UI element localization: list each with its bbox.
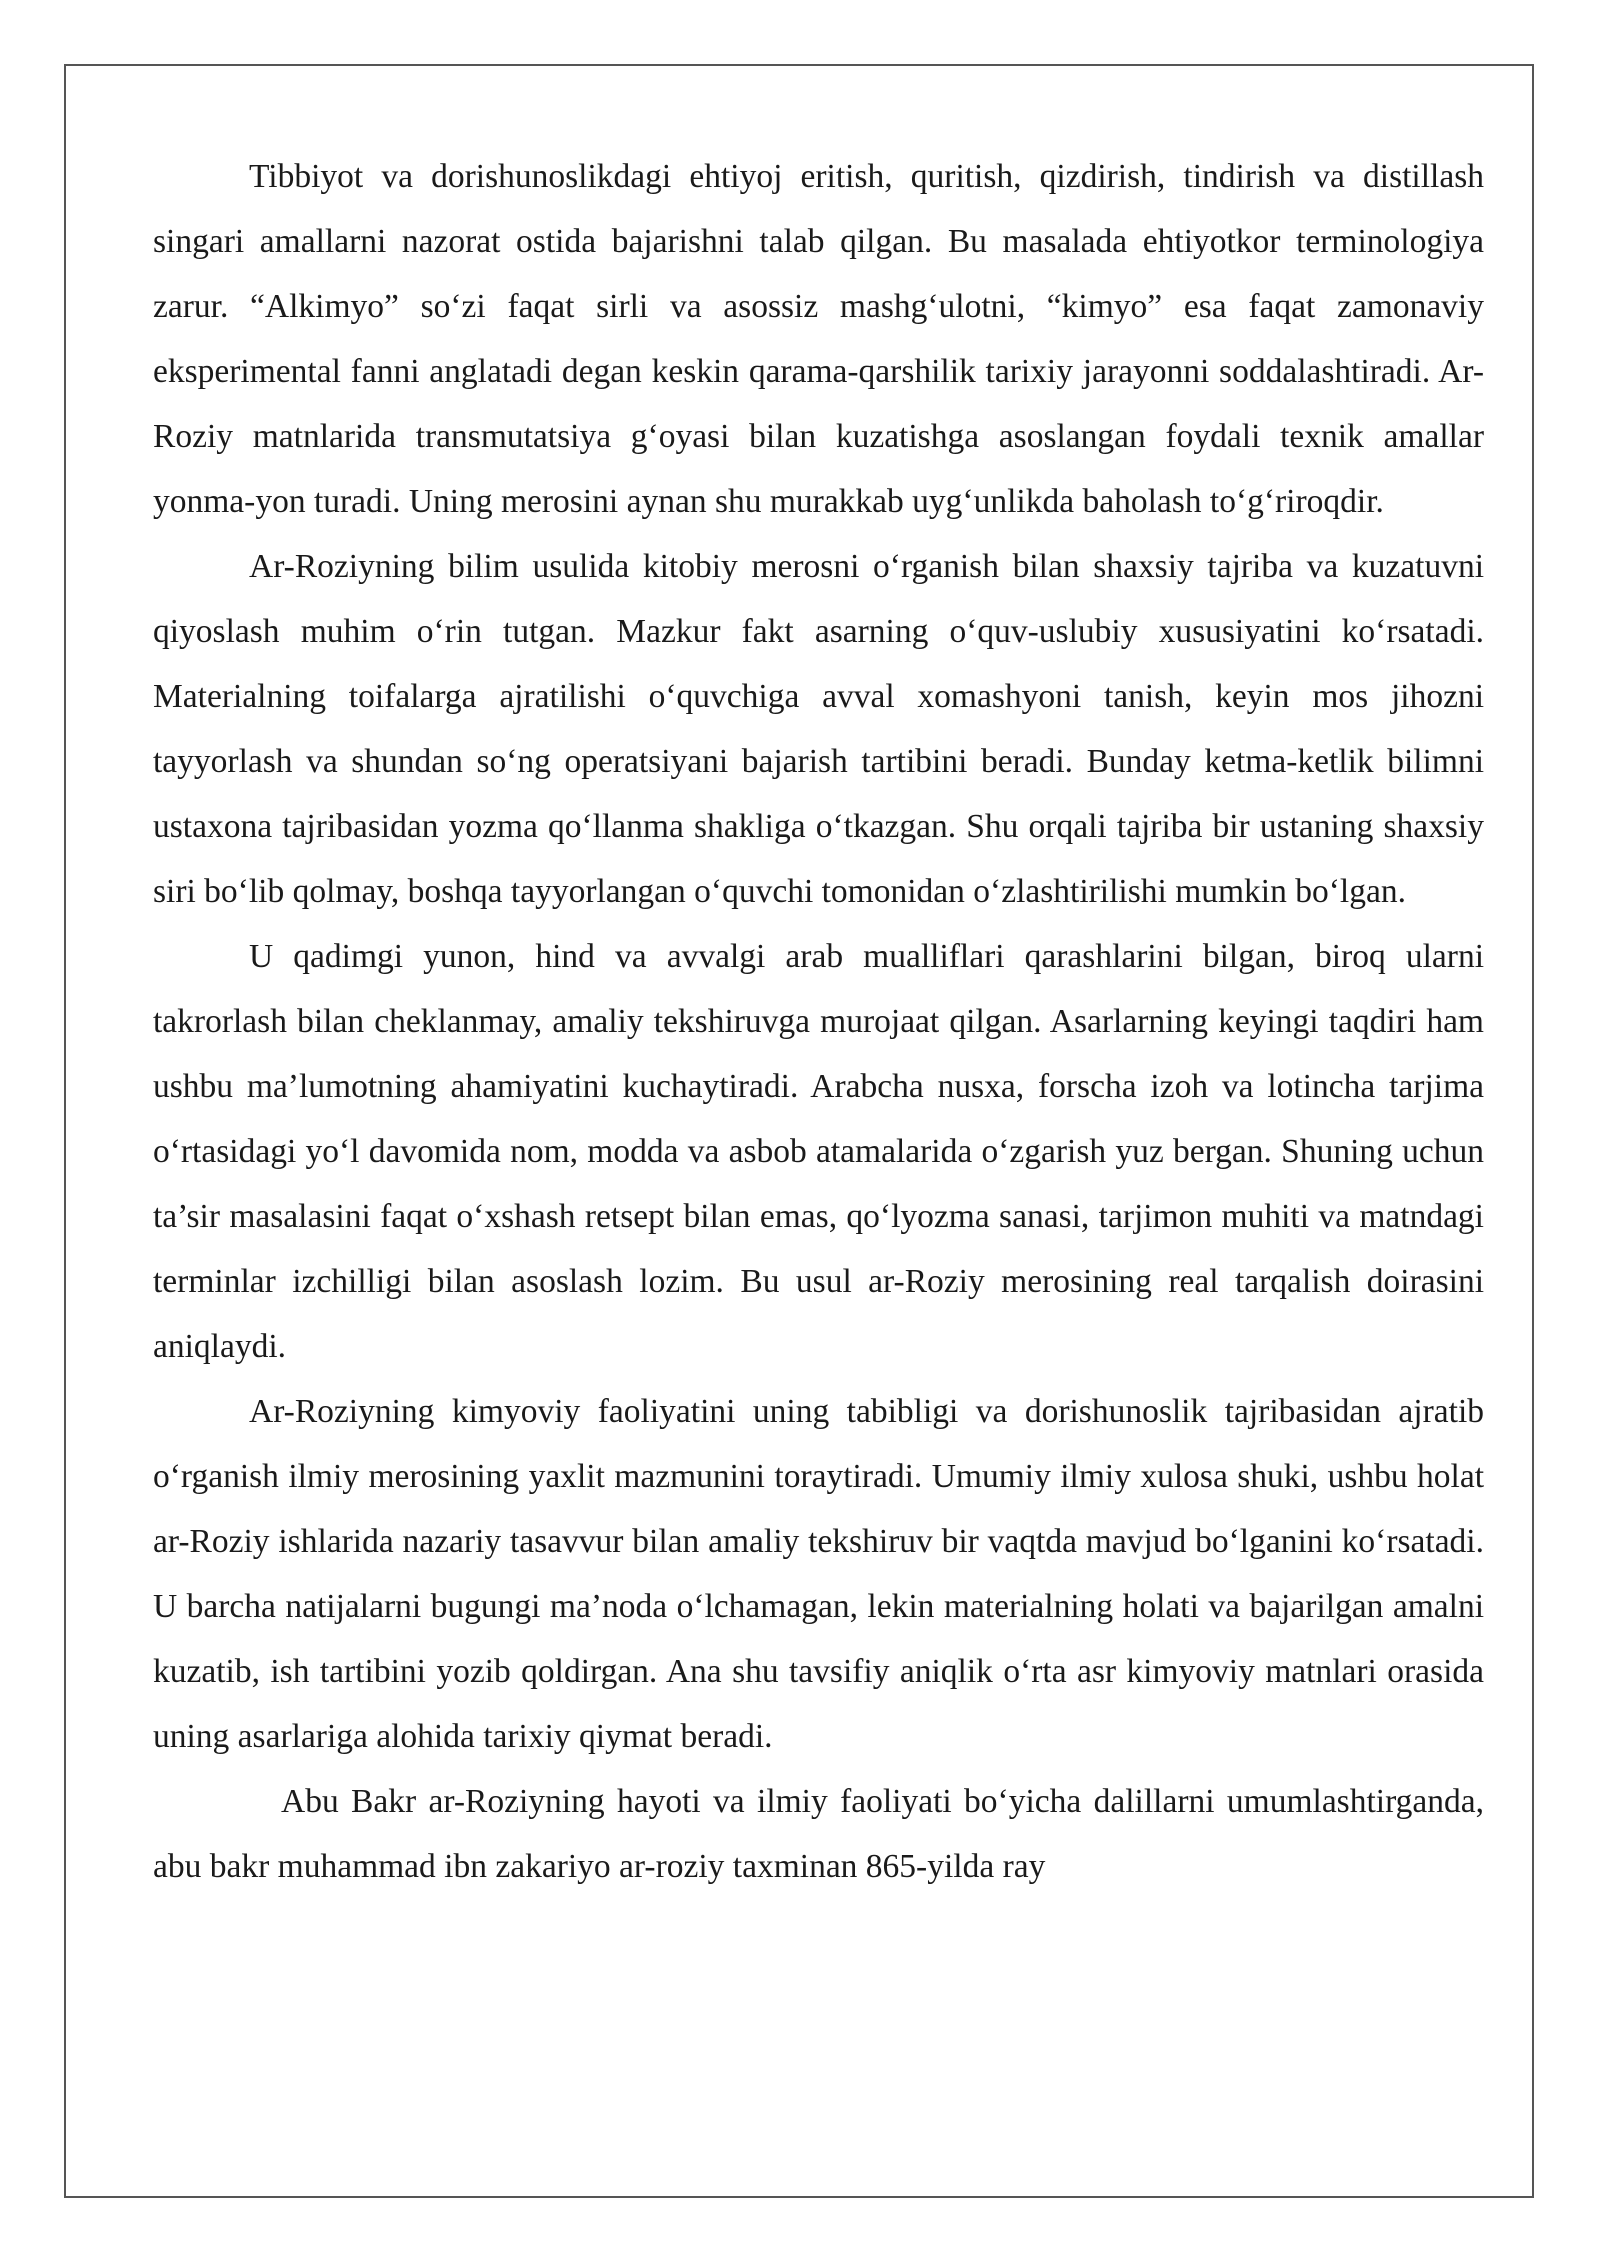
document-body	[153, 144, 1484, 1899]
paragraph-2: Ar-Roziyning bilim usulida kitobiy merosni o‘rganish bilan shaxsiy tajriba va kuzatuvni qiyoslash muhim o‘rin tutgan. Mazkur fakt asarning o‘quv-uslubiy xususiyatini ko‘rsatadi. Materialning toifalarga ajratilishi o‘quvchiga avval xomashyoni tanish, keyin mos jihozni tayyorlash va shundan so‘ng operatsiyani bajarish tartibini beradi. Bunday ketma-ketlik bilimni ustaxona tajribasidan yozma qo‘llanma shakliga o‘tkazgan. Shu orqali tajriba bir ustaning shaxsiy siri bo‘lib qolmay, boshqa tayyorlangan o‘quvchi tomonidan o‘zlashtirilishi mumkin bo‘lgan.	[153, 548, 1484, 910]
paragraph-5: Abu Bakr ar-Roziyning hayoti va ilmiy faoliyati bo‘yicha dalillarni umumlashtirganda, abu bakr muhammad ibn zakariyo ar-roziy taxminan 865-yilda ray	[153, 1783, 1484, 1885]
paragraph-4: Ar-Roziyning kimyoviy faoliyatini uning tabibligi va dorishunoslik tajribasidan ajratib o‘rganish ilmiy merosining yaxlit mazmunini toraytiradi. Umumiy ilmiy xulosa shuki, ushbu holat ar-Roziy ishlarida nazariy tasavvur bilan amaliy tekshiruv bir vaqtda mavjud bo‘lganini ko‘rsatadi. U barcha natijalarni bugungi ma’noda o‘lchamagan, lekin materialning holati va bajarilgan amalni kuzatib, ish tartibini yozib qoldirgan. Ana shu tavsifiy aniqlik o‘rta asr kimyoviy matnlari orasida uning asarlariga alohida tarixiy qiymat beradi.	[153, 1393, 1484, 1755]
paragraph-1: Tibbiyot va dorishunoslikdagi ehtiyoj eritish, quritish, qizdirish, tindirish va distillash singari amallarni nazorat ostida bajarishni talab qilgan. Bu masalada ehtiyotkor terminologiya zarur. “Alkimyo” so‘zi faqat sirli va asossiz mashg‘ulotni, “kimyo” esa faqat zamonaviy eksperimental fanni anglatadi degan keskin qarama-qarshilik tarixiy jarayonni soddalashtiradi. Ar-Roziy matnlarida transmutatsiya g‘oyasi bilan kuzatishga asoslangan foydali texnik amallar yonma-yon turadi. Uning merosini aynan shu murakkab uyg‘unlikda baholash to‘g‘riroqdir.	[153, 158, 1484, 520]
paragraph-3: U qadimgi yunon, hind va avvalgi arab mualliflari qarashlarini bilgan, biroq ularni takrorlash bilan cheklanmay, amaliy tekshiruvga murojaat qilgan. Asarlarning keyingi taqdiri ham ushbu ma’lumotning ahamiyatini kuchaytiradi. Arabcha nusxa, forscha izoh va lotincha tarjima o‘rtasidagi yo‘l davomida nom, modda va asbob atamalarida o‘zgarish yuz bergan. Shuning uchun ta’sir masalasini faqat o‘xshash retsept bilan emas, qo‘lyozma sanasi, tarjimon muhiti va matndagi terminlar izchilligi bilan asoslash lozim. Bu usul ar-Roziy merosining real tarqalish doirasini aniqlaydi.	[153, 938, 1484, 1365]
